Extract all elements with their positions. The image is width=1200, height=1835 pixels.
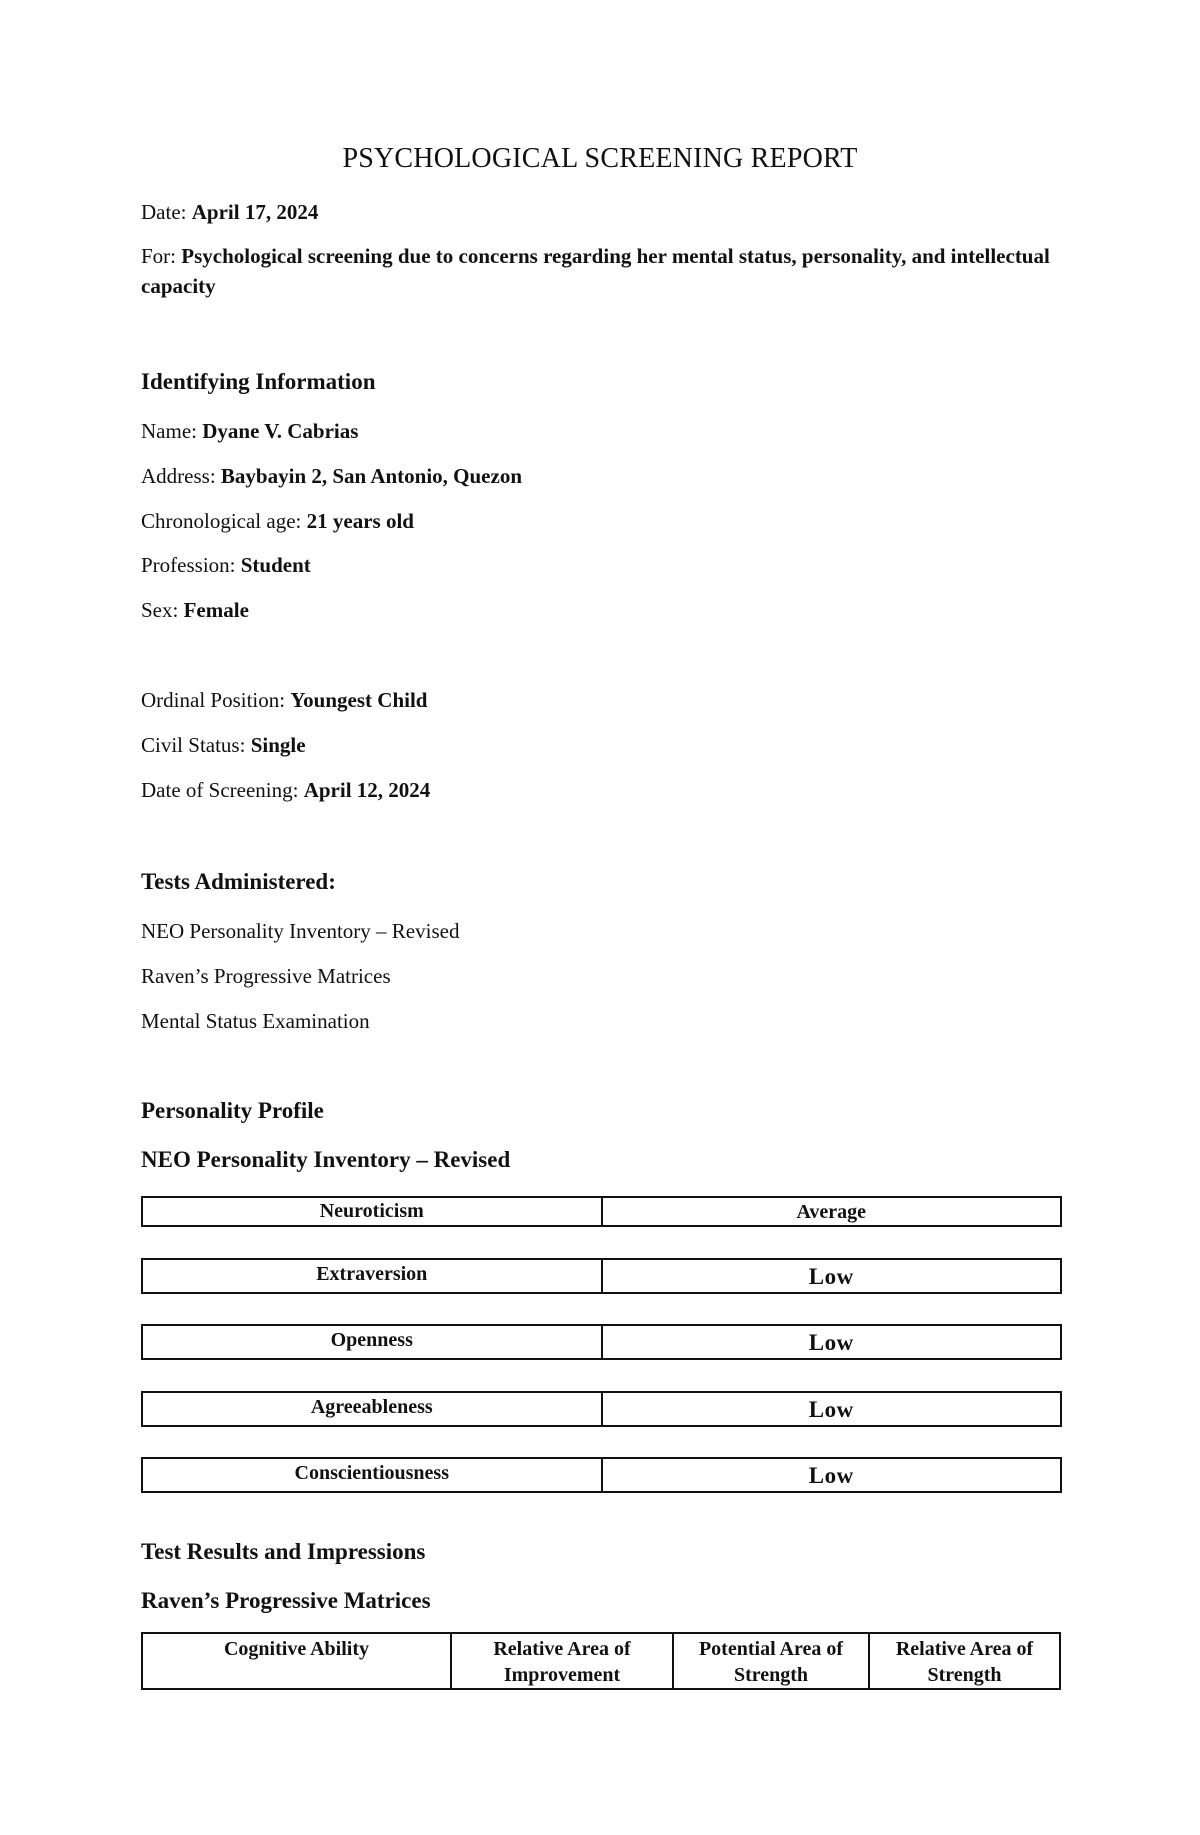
neo-level: Average [601, 1198, 1061, 1225]
identifying-heading: Identifying Information [141, 369, 376, 394]
raven-subheading: Raven’s Progressive Matrices [141, 1588, 431, 1613]
report-date [141, 197, 318, 227]
field-label: Name: [141, 419, 203, 443]
field-label: Date of Screening: [141, 778, 304, 802]
results-heading: Test Results and Impressions [141, 1539, 426, 1564]
neo-trait: Neuroticism [319, 1200, 424, 1222]
field-label: Ordinal Position: [141, 688, 291, 712]
field-value: April 12, 2024 [303, 778, 431, 802]
raven-column-header: Potential Area of Strength [672, 1634, 868, 1688]
neo-level: Low [601, 1326, 1061, 1358]
field-sex [141, 595, 249, 625]
field-civil-status [141, 730, 306, 760]
neo-trait: Extraversion [316, 1263, 428, 1285]
field-value: Student [240, 553, 311, 577]
date-value: April 17, 2024 [191, 200, 319, 224]
neo-row-conscientiousness [141, 1457, 1062, 1493]
purpose-value: Psychological screening due to concerns regarding her mental status, personality, and intellectual capacity [141, 244, 1050, 298]
field-value: Female [183, 598, 249, 622]
test-item: Raven’s Progressive Matrices [141, 964, 391, 988]
neo-trait: Agreeableness [310, 1396, 433, 1418]
field-label: Chronological age: [141, 509, 307, 533]
neo-level: Low [601, 1260, 1061, 1292]
field-value: 21 years old [306, 509, 414, 533]
neo-row-neuroticism [141, 1196, 1062, 1227]
field-address [141, 461, 522, 491]
tests-heading: Tests Administered: [141, 869, 336, 894]
personality-heading: Personality Profile [141, 1098, 324, 1123]
neo-row-extraversion [141, 1258, 1062, 1294]
neo-trait: Openness [330, 1329, 413, 1351]
field-label: Civil Status: [141, 733, 251, 757]
field-age [141, 506, 414, 536]
neo-subheading: NEO Personality Inventory – Revised [141, 1147, 511, 1172]
neo-trait: Conscientiousness [294, 1462, 449, 1484]
field-profession [141, 550, 311, 580]
date-label: Date: [141, 200, 192, 224]
report-title: PSYCHOLOGICAL SCREENING REPORT [342, 143, 858, 174]
neo-level: Low [601, 1459, 1061, 1491]
neo-row-openness [141, 1324, 1062, 1360]
purpose-label: For: [141, 244, 182, 268]
field-value: Youngest Child [290, 688, 428, 712]
raven-column-header: Cognitive Ability [223, 1638, 369, 1660]
field-value: Baybayin 2, San Antonio, Quezon [220, 464, 523, 488]
neo-level: Low [601, 1393, 1061, 1425]
test-item: NEO Personality Inventory – Revised [141, 919, 460, 943]
test-item: Mental Status Examination [141, 1009, 370, 1033]
field-label: Address: [141, 464, 221, 488]
field-name [141, 416, 358, 446]
field-value: Dyane V. Cabrias [202, 419, 359, 443]
field-screening-date [141, 775, 430, 805]
raven-column-header: Relative Area of Improvement [450, 1634, 672, 1688]
report-purpose [141, 241, 1071, 301]
field-value: Single [250, 733, 306, 757]
field-label: Profession: [141, 553, 241, 577]
raven-table-header [141, 1632, 1061, 1690]
field-label: Sex: [141, 598, 184, 622]
raven-column-header: Relative Area of Strength [868, 1634, 1059, 1688]
neo-row-agreeableness [141, 1391, 1062, 1427]
field-ordinal-position [141, 685, 427, 715]
